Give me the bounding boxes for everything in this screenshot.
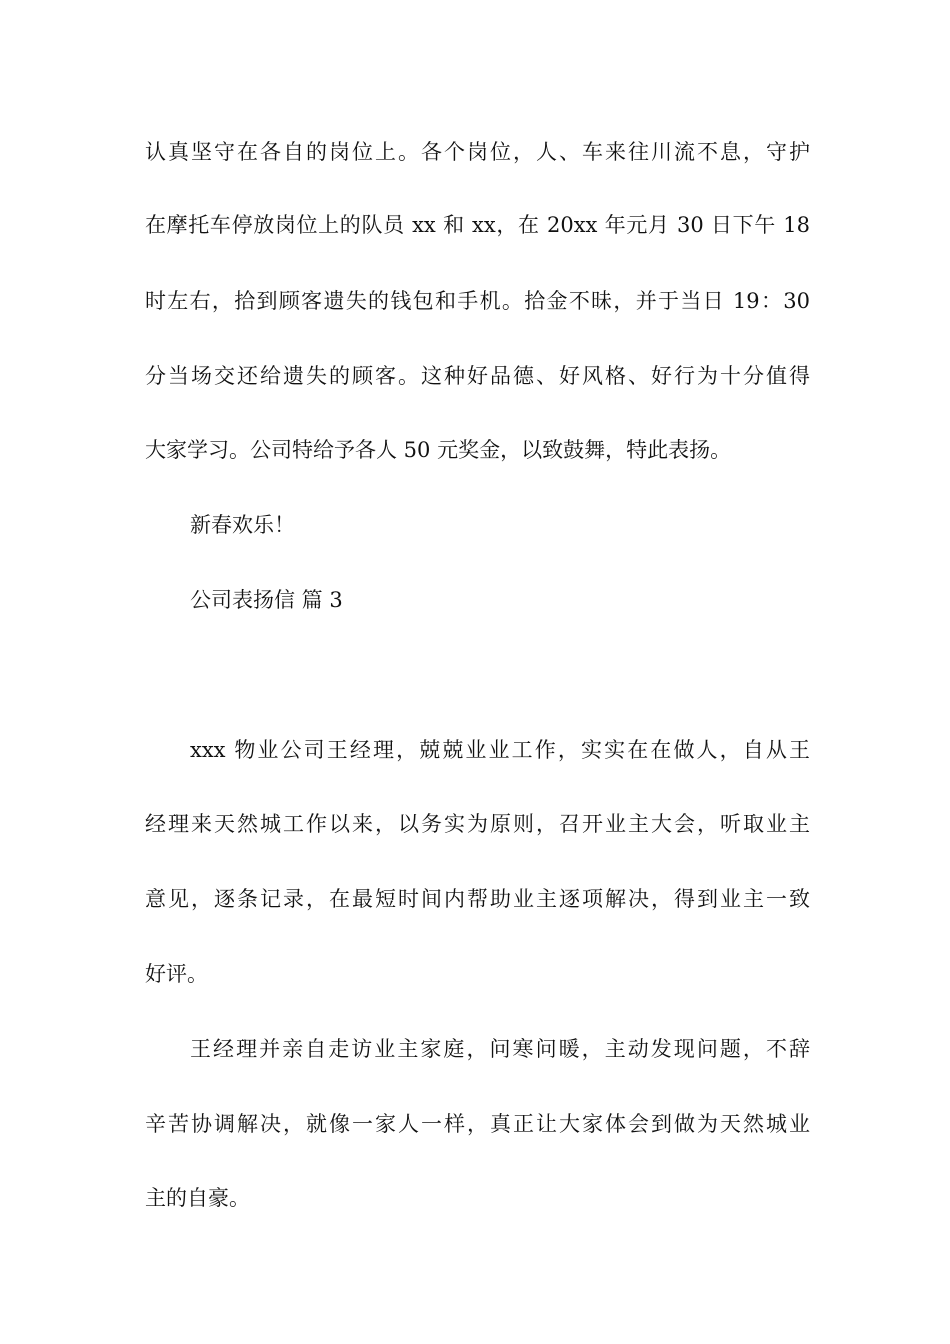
section-heading: 公司表扬信 篇 3 [190, 588, 343, 612]
paragraph-line: 大家学习。公司特给予各人 50 元奖金，以致鼓舞，特此表扬。 [145, 438, 732, 462]
paragraph-line: 主的自豪。 [145, 1186, 250, 1210]
paragraph-line: 王经理并亲自走访业主家庭，问寒问暖，主动发现问题，不辞 [190, 1037, 810, 1061]
paragraph-line: 辛苦协调解决，就像一家人一样，真正让大家体会到做为天然城业 [145, 1112, 810, 1136]
paragraph-line: 意见，逐条记录，在最短时间内帮助业主逐项解决，得到业主一致 [145, 887, 810, 911]
paragraph-line: 分当场交还给遗失的顾客。这种好品德、好风格、好行为十分值得 [145, 364, 810, 388]
paragraph-line: xxx 物业公司王经理，兢兢业业工作，实实在在做人，自从王 [190, 738, 810, 762]
greeting-line: 新春欢乐！ [190, 513, 295, 537]
paragraph-line: 经理来天然城工作以来，以务实为原则，召开业主大会，听取业主 [145, 812, 810, 836]
paragraph-line: 认真坚守在各自的岗位上。各个岗位，人、车来往川流不息，守护 [145, 140, 810, 164]
paragraph-line: 时左右，拾到顾客遗失的钱包和手机。拾金不昧，并于当日 19：30 [145, 289, 810, 313]
paragraph-line: 好评。 [145, 962, 208, 986]
paragraph-line: 在摩托车停放岗位上的队员 xx 和 xx，在 20xx 年元月 30 日下午 18 [145, 213, 810, 237]
